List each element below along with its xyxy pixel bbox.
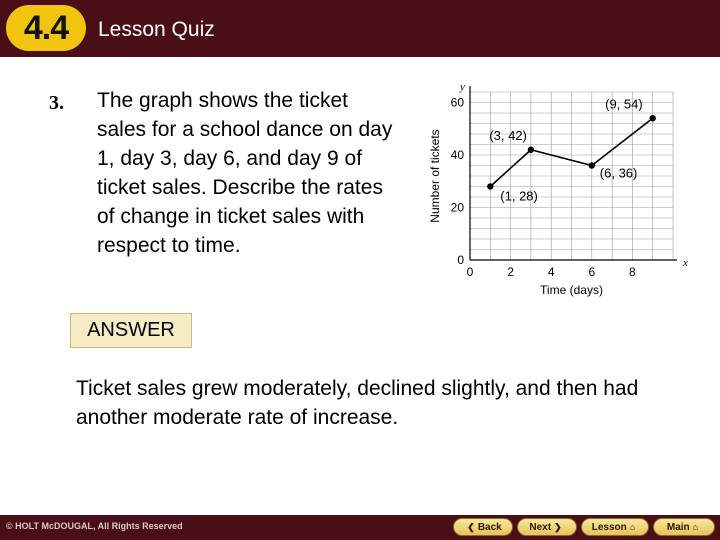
next-label: Next	[529, 521, 552, 533]
data-label: (9, 54)	[605, 96, 643, 112]
x-tick-label: 4	[547, 265, 555, 279]
home-icon: ⌂	[692, 522, 699, 532]
x-tick-label: 2	[507, 265, 514, 279]
y-axis-label: Number of tickets	[428, 129, 442, 223]
x-axis-letter: x	[683, 257, 688, 269]
header-title: Lesson Quiz	[98, 18, 215, 41]
lesson-label: Lesson	[591, 521, 627, 533]
x-tick-label: 6	[588, 265, 596, 279]
back-button[interactable]	[453, 518, 513, 536]
data-label: (6, 36)	[599, 165, 638, 181]
data-point	[589, 162, 595, 168]
y-tick-label: 20	[450, 200, 464, 215]
header-bar	[0, 0, 720, 57]
chevron-right-icon: ❯	[554, 521, 562, 532]
question-text: The graph shows the ticket sales for a school dance on day 1, day 3, day 6, and day 9 of ticket sales. Describe the rates of change in ticket sales with respect to time.	[97, 89, 393, 257]
lesson-number-badge: 4.4	[6, 5, 86, 51]
answer-text: Ticket sales grew moderately, declined slightly, and then had another moderate rate of increase.	[76, 377, 639, 429]
main-label: Main	[666, 521, 690, 533]
question-number: 3.	[49, 92, 64, 114]
main-button[interactable]	[653, 518, 715, 536]
copyright-text: © HOLT McDOUGAL, All Rights Reserved	[6, 521, 183, 531]
ticket-sales-chart	[425, 80, 688, 300]
next-button[interactable]	[517, 518, 577, 536]
back-label: Back	[477, 521, 502, 533]
data-point	[650, 115, 656, 121]
x-tick-label: 0	[466, 265, 474, 279]
chevron-left-icon: ❮	[467, 521, 475, 532]
lesson-button[interactable]	[581, 518, 649, 536]
data-point	[528, 147, 534, 153]
data-point	[487, 183, 493, 189]
x-tick-label: 8	[629, 265, 636, 279]
data-label: (1, 28)	[500, 188, 538, 204]
y-tick-label: 60	[450, 95, 464, 110]
home-icon: ⌂	[629, 522, 636, 532]
answer-label: ANSWER	[70, 313, 192, 348]
data-label: (3, 42)	[489, 127, 527, 143]
footer-bar	[0, 515, 720, 540]
y-tick-label: 0	[457, 253, 464, 267]
chart-svg	[425, 80, 688, 300]
x-axis-label: Time (days)	[540, 283, 603, 297]
y-axis-letter: y	[460, 81, 465, 93]
y-tick-label: 40	[450, 148, 464, 162]
